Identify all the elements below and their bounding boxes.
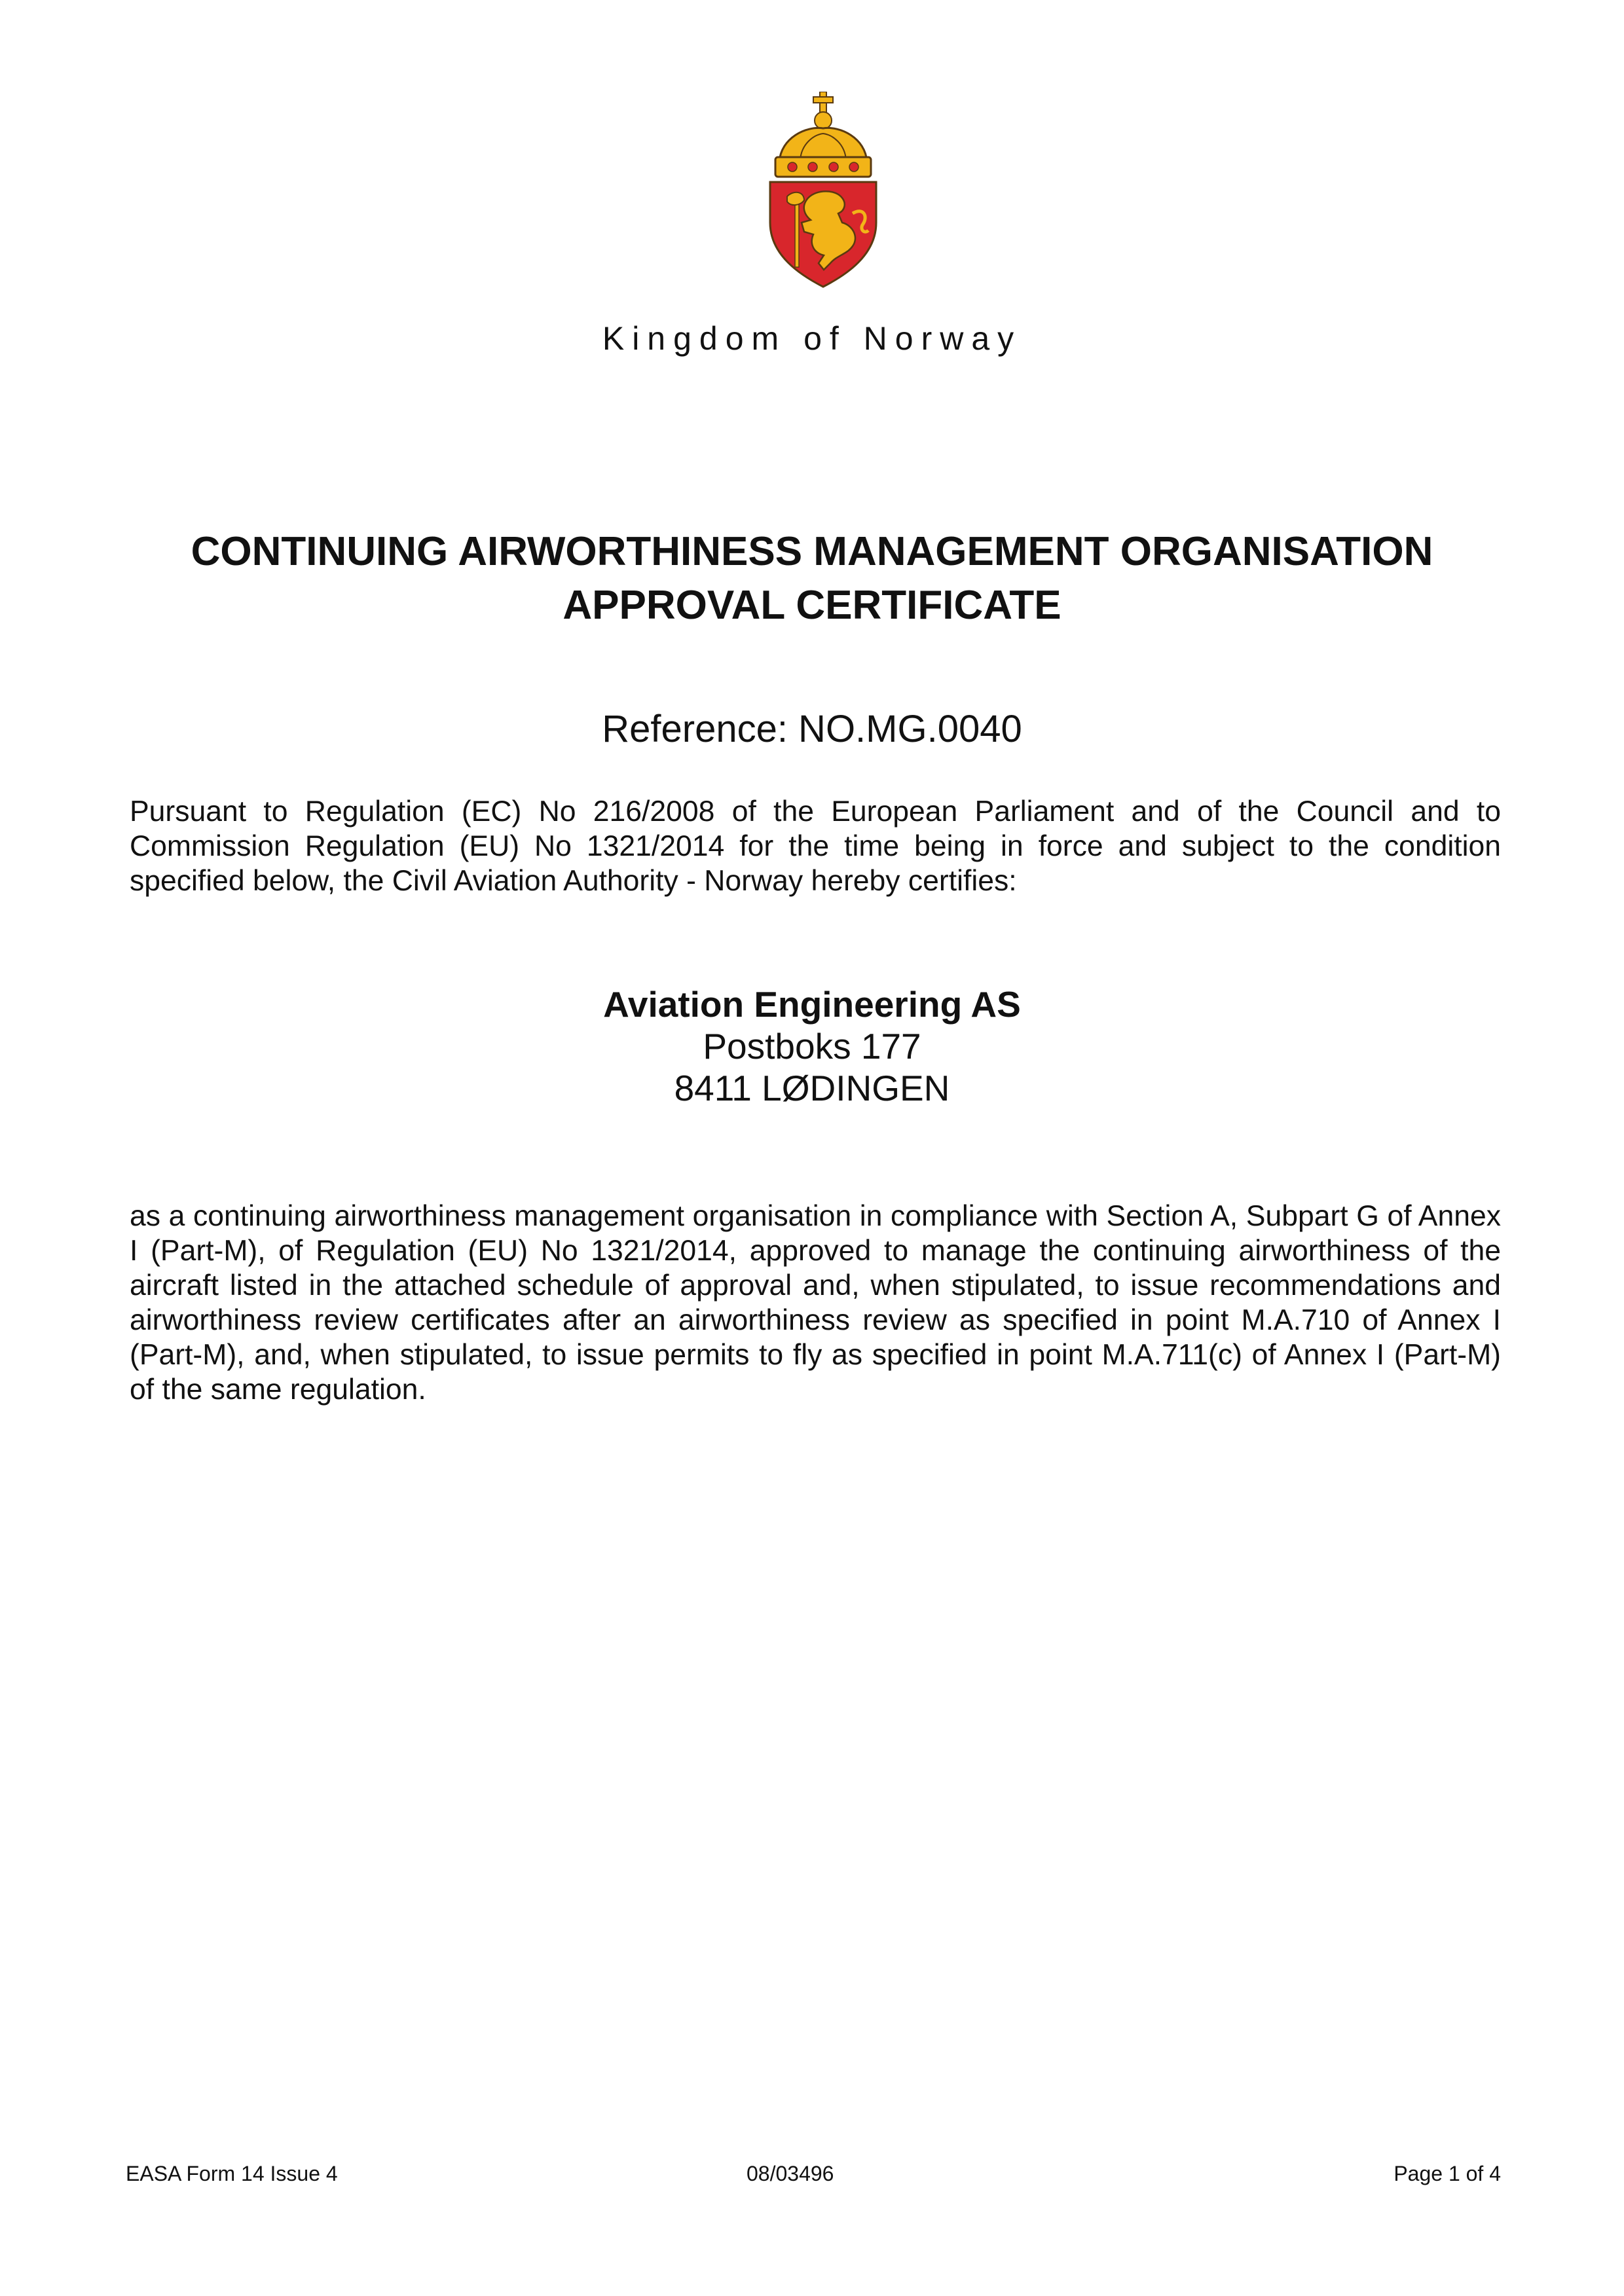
organisation-name: Aviation Engineering AS <box>603 984 1021 1025</box>
preamble-paragraph: Pursuant to Regulation (EC) No 216/2008 of the European Parliament and of the Council and to Commission Regulation (EU) No 1321/2014 for the time being in force and subject to the condition specified below, the Civil Aviation Authority - Norway hereby certifies: <box>130 795 1501 897</box>
footer-document-number: 08/03496 <box>747 2162 834 2185</box>
kingdom-title: Kingdom of Norway <box>602 320 1022 357</box>
certificate-title <box>0 525 1624 632</box>
footer-form-label: EASA Form 14 Issue 4 <box>126 2162 338 2185</box>
certificate-reference: Reference: NO.MG.0040 <box>602 708 1022 750</box>
certificate-title-line-2: APPROVAL CERTIFICATE <box>563 583 1061 628</box>
organisation-address-line-1: Postboks 177 <box>703 1026 921 1066</box>
organisation-address-line-2: 8411 LØDINGEN <box>674 1068 950 1108</box>
norway-coat-of-arms-icon <box>761 92 885 288</box>
scope-paragraph: as a continuing airworthiness management organisation in compliance with Section A, Subpart G of Annex I (Part-M), of Regulation (EU) No 1321/2014, approved to manage the continuing airworthiness of the aircraft listed in the attached schedule of approval and, when stipulated, to issue recommendations and airworthiness review certificates after an airworthiness review as specified in point M.A.710 of Annex I (Part-M), and, when stipulated, to issue permits to fly as specified in point M.A.711(c) of Annex I (Part-M) of the same regulation. <box>130 1200 1501 1406</box>
footer-page-number: Page 1 of 4 <box>1393 2162 1501 2185</box>
organisation-block <box>0 983 1624 1109</box>
certificate-title-line-1: CONTINUING AIRWORTHINESS MANAGEMENT ORGANISATION <box>191 529 1433 574</box>
